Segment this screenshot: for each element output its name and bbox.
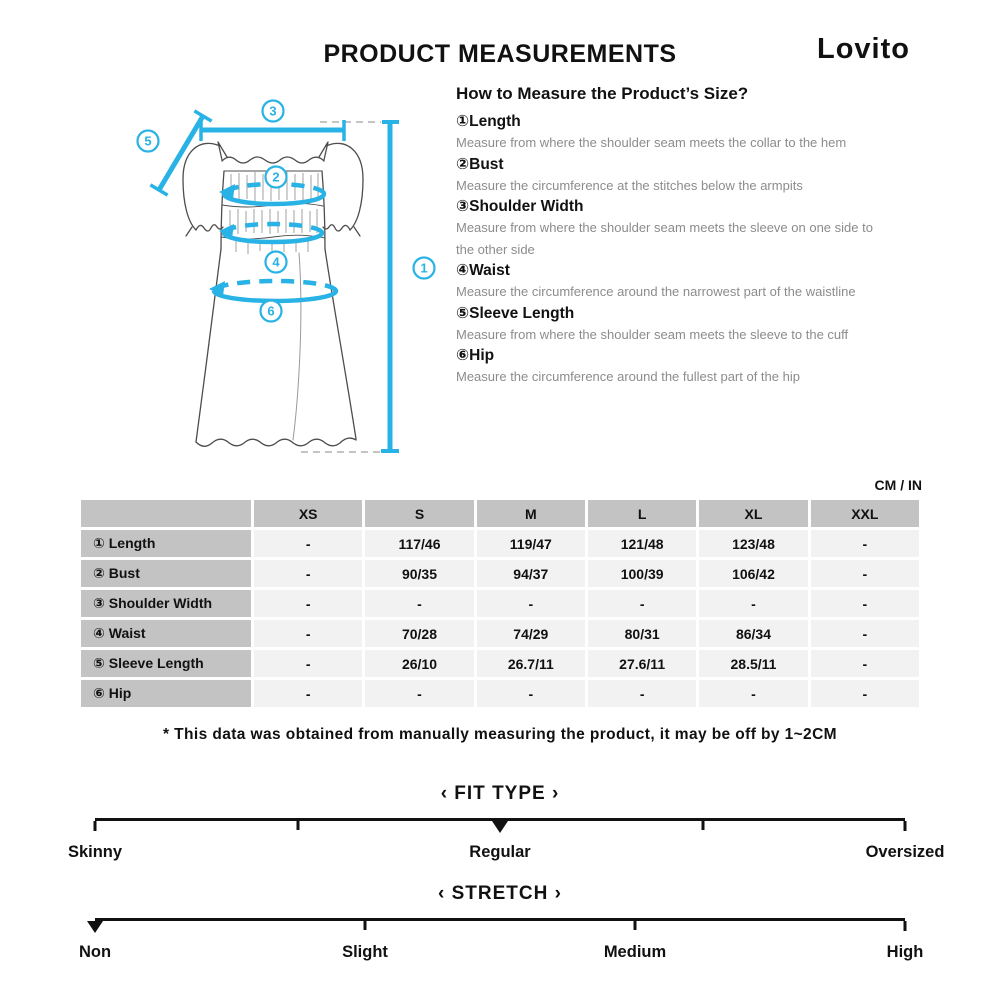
measurement-value: - xyxy=(811,530,919,557)
measurement-value: 80/31 xyxy=(588,620,696,647)
measurement-value: 28.5/11 xyxy=(699,650,807,677)
measurement-value: 119/47 xyxy=(477,530,585,557)
size-table-header-row xyxy=(81,500,919,527)
measurement-value: - xyxy=(699,590,807,617)
measure-item-description: Measure the circumference at the stitches below the armpits xyxy=(456,177,803,193)
svg-text:2: 2 xyxy=(272,169,280,185)
measure-item-waist xyxy=(456,260,890,303)
fit-type-labels xyxy=(67,843,945,865)
measure-item-length xyxy=(456,111,890,154)
measurement-value: - xyxy=(254,530,362,557)
measurement-value: - xyxy=(254,560,362,587)
measurement-value: 74/29 xyxy=(477,620,585,647)
row-label: ① Length xyxy=(81,530,251,557)
page-title: PRODUCT MEASUREMENTS xyxy=(323,40,677,68)
measurement-value: - xyxy=(811,680,919,707)
measure-item-description: Measure the circumference around the fullest part of the hip xyxy=(456,369,800,384)
measure-item-shoulder-width xyxy=(456,196,890,260)
row-label: ⑥ Hip xyxy=(81,680,251,707)
callout-length xyxy=(414,258,435,279)
scale-tick xyxy=(701,821,704,830)
stretch-scale xyxy=(78,883,924,965)
guide-dashed-lines xyxy=(301,122,381,452)
how-to-heading: How to Measure the Product’s Size? xyxy=(456,84,749,103)
scale-label-skinny: Skinny xyxy=(67,843,123,861)
measure-item-description: Measure from where the shoulder seam meets the collar to the hem xyxy=(456,135,847,150)
measure-item-name: ①Length xyxy=(456,113,521,130)
hip-ellipse xyxy=(214,291,336,301)
measurement-value: - xyxy=(365,680,473,707)
scale-end-tick xyxy=(904,921,907,931)
measurement-value: - xyxy=(477,590,585,617)
measurement-value: 70/28 xyxy=(365,620,473,647)
svg-text:1: 1 xyxy=(420,260,428,276)
measure-item-description: Measure the circumference around the narrowest part of the waistline xyxy=(456,284,856,299)
measurement-value: - xyxy=(811,590,919,617)
measurement-value: - xyxy=(254,680,362,707)
brand-logo: Lovito xyxy=(817,33,910,65)
measure-item-description: Measure from where the shoulder seam meets the sleeve to the cuff xyxy=(456,326,849,342)
product-diagram xyxy=(125,93,455,468)
measurement-value: - xyxy=(254,590,362,617)
size-column-header: XS xyxy=(254,500,362,527)
measure-item-bust xyxy=(456,154,890,197)
measure-item-sleeve-length xyxy=(456,303,890,346)
sleeve-length-line xyxy=(159,116,203,190)
size-table-row xyxy=(81,560,919,587)
scale-end-tick xyxy=(904,821,907,831)
size-column-header: XXL xyxy=(811,500,919,527)
stretch-labels xyxy=(78,943,924,965)
row-label: ② Bust xyxy=(81,560,251,587)
callout-hip xyxy=(261,301,282,322)
scale-tick xyxy=(296,821,299,830)
row-label: ④ Waist xyxy=(81,620,251,647)
measurement-value: 100/39 xyxy=(588,560,696,587)
measurement-value: 27.6/11 xyxy=(588,650,696,677)
measurement-annotations xyxy=(150,111,399,451)
measure-item-hip xyxy=(456,345,890,388)
measure-item-name: ③Shoulder Width xyxy=(456,198,584,215)
measurement-value: - xyxy=(811,620,919,647)
size-table-row xyxy=(81,590,919,617)
svg-text:6: 6 xyxy=(267,303,275,319)
size-column-header: S xyxy=(365,500,473,527)
measure-item-name: ②Bust xyxy=(456,155,504,173)
fit-type-track xyxy=(95,818,905,835)
callout-shoulder-width xyxy=(263,101,284,122)
size-table-body xyxy=(81,530,919,707)
how-to-list xyxy=(456,111,890,388)
svg-text:5: 5 xyxy=(144,133,152,149)
stretch-track xyxy=(95,918,905,935)
waist-ellipse xyxy=(224,233,322,242)
measurement-value: - xyxy=(699,680,807,707)
scale-marker-icon xyxy=(87,921,103,933)
scale-label-non: Non xyxy=(78,943,112,961)
dress-diagram-svg xyxy=(125,93,455,468)
measurement-value: 106/42 xyxy=(699,560,807,587)
scale-label-high: High xyxy=(886,943,924,961)
measurement-value: 26.7/11 xyxy=(477,650,585,677)
measurement-value: - xyxy=(365,590,473,617)
measurement-value: 26/10 xyxy=(365,650,473,677)
scale-marker-icon xyxy=(492,821,508,833)
scale-tick xyxy=(634,921,637,930)
measurement-value: - xyxy=(588,680,696,707)
size-table-row xyxy=(81,680,919,707)
unit-label: CM / IN xyxy=(874,477,922,493)
measurement-value: - xyxy=(811,560,919,587)
fit-type-title: ‹ FIT TYPE › xyxy=(440,783,560,804)
scale-tick xyxy=(363,921,366,930)
measure-item-name: ⑤Sleeve Length xyxy=(456,304,575,322)
measurement-value: - xyxy=(811,650,919,677)
size-table-corner-cell xyxy=(81,500,251,527)
measurement-disclaimer: * This data was obtained from manually measuring the product, it may be off by 1~2CM xyxy=(163,726,837,743)
measurement-value: 94/37 xyxy=(477,560,585,587)
svg-text:4: 4 xyxy=(272,254,280,270)
measure-item-name: ⑥Hip xyxy=(456,347,495,364)
measurement-value: - xyxy=(254,620,362,647)
size-column-header: XL xyxy=(699,500,807,527)
scale-end-tick xyxy=(94,821,97,831)
row-label: ⑤ Sleeve Length xyxy=(81,650,251,677)
stretch-title: ‹ STRETCH › xyxy=(438,883,562,904)
measurement-value: 117/46 xyxy=(365,530,473,557)
scale-label-medium: Medium xyxy=(603,943,667,961)
scale-label-regular: Regular xyxy=(469,843,531,861)
callout-bust xyxy=(266,167,287,188)
measurement-value: - xyxy=(477,680,585,707)
size-table-row xyxy=(81,650,919,677)
scale-label-slight: Slight xyxy=(342,943,388,961)
measurement-value: - xyxy=(254,650,362,677)
fit-type-scale xyxy=(67,783,945,865)
size-table xyxy=(78,497,922,710)
how-to-measure-section xyxy=(456,84,890,388)
size-table-row xyxy=(81,530,919,557)
measure-item-name: ④Waist xyxy=(456,262,510,279)
scale-label-oversized: Oversized xyxy=(865,843,945,861)
size-column-header: L xyxy=(588,500,696,527)
callout-waist xyxy=(266,252,287,273)
measurement-value: 90/35 xyxy=(365,560,473,587)
measurement-value: 121/48 xyxy=(588,530,696,557)
measurement-value: - xyxy=(588,590,696,617)
callout-sleeve-length xyxy=(138,131,159,152)
measurement-value: 86/34 xyxy=(699,620,807,647)
size-table-row xyxy=(81,620,919,647)
measurement-value: 123/48 xyxy=(699,530,807,557)
svg-text:3: 3 xyxy=(269,103,277,119)
row-label: ③ Shoulder Width xyxy=(81,590,251,617)
size-column-header: M xyxy=(477,500,585,527)
measure-item-description: Measure from where the shoulder seam meets the sleeve on one side to the other side xyxy=(456,220,873,257)
